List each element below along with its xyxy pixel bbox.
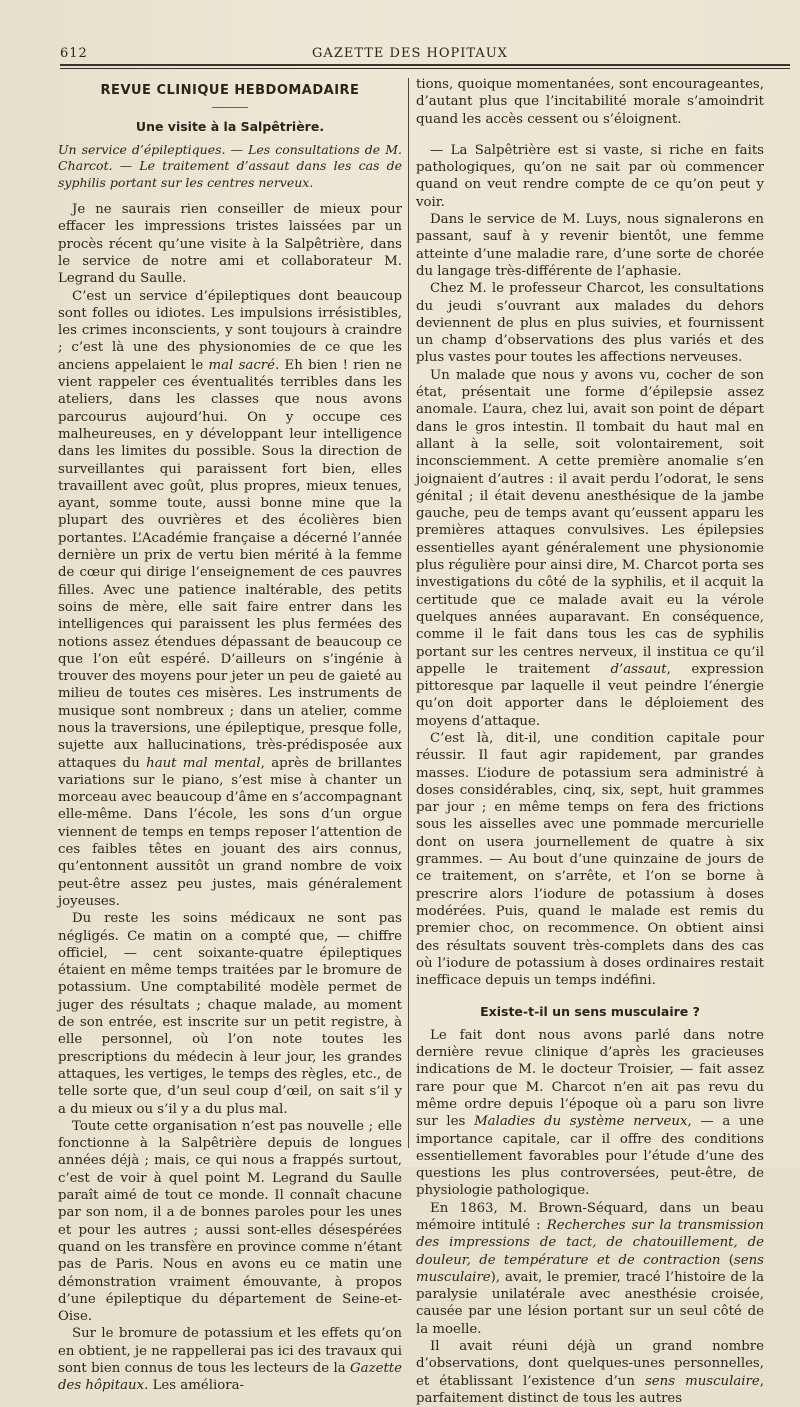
paragraph: C’est un service d’épileptiques dont beaucoup sont folles ou idiotes. Les impulsions irrésistibles, les crimes inconscients, y sont toujours à craindre ; c’est là une des physionomies de ce que les anciens appelaient le mal sacré. Eh bien ! rien ne vient rappeler ces éventualités terribles dans les ateliers, dans les classes que nous avons parcourus aujourd’hui. On y occupe ces malheureuses, en y développant leur intelligence dans les limites du possible. Sous la direction de surveillantes qui paraissent fort bien, elles travaillent avec goût, plus propres, mieux tenues, ayant, somme toute, aussi bonne mine que la plupart des ouvrières et des écolières bien portantes. L’Académie française a décerné l’année dernière un prix de vertu bien mérité à la femme de cœur qui dirige l’enseignement de ces pauvres filles. Avec une patience inaltérable, des petits soins de mère, elle sait faire entrer dans les intelligences qui paraissent les plus fermées des notions assez étendues dépassant de beaucoup ce que l’on eût espéré. D’ailleurs on s’ingénie à trouver des moyens pour jeter un peu de gaieté au milieu de toutes ces misères. Les instruments de musique sont nombreux ; dans un atelier, comme nous la traversions, une épileptique, presque folle, sujette aux hallucinations, très-prédisposée aux attaques du haut mal mental, après de brillantes variations sur le piano, s’est mise à chanter un morceau avec beaucoup d’âme en s’accompagnant elle-même. Dans l’école, les sons d’un orgue viennent de temps en temps reposer l’attention de ces faibles têtes en jouant des airs connus, qu’entonnent aussitôt un grand nombre de voix peut-être assez peu justes, mais généralement joyeuses. — [58, 288, 402, 909]
article-summary: Un service d’épileptiques. — Les consultations de M. Charcot. — Le traitement d’assaut dans les cas de syphilis portant sur les centres nerveux. — [58, 141, 402, 190]
subsection-title: Existe-t-il un sens musculaire ? — [480, 1004, 700, 1020]
header-rule-thick — [60, 64, 790, 66]
paragraph: — La Salpêtrière est si vaste, si riche en faits pathologiques, qu’on ne sait par où commencer quand on veut rendre compte de ce qu’on peut y voir. — [416, 142, 764, 210]
paragraph: Le fait dont nous avons parlé dans notre dernière revue clinique d’après les gracieuses indications de M. le docteur Troisier, — fait assez rare pour que M. Charcot n’en ait pas revu du même ordre depuis l’époque où a paru son livre sur les Maladies du système nerveux, — a une importance capitale, car il offre des conditions essentiellement favorables pour l’étude d’une des questions les plus controversées, peut-être, de physiologie pathologique. — [416, 1027, 764, 1199]
left-column — [58, 76, 402, 1395]
running-head — [60, 42, 760, 64]
paragraph: Toute cette organisation n’est pas nouvelle ; elle fonctionne à la Salpêtrière depuis de longues années déjà ; mais, ce qui nous a frappés surtout, c’est de voir à quel point M. Legrand du Saulle paraît aimé de tout ce monde. Il connaît chacune par son nom, il a de bonnes paroles pour les unes et pour les autres ; aussi sont-elles désespérées quand on les transfère en province comme n’étant pas de Paris. Nous en avons eu ce matin une démonstration vraiment émouvante, à propos d’une épileptique du département de Seine-et-Oise. — [58, 1118, 402, 1325]
paragraph: Dans le service de M. Luys, nous signalerons en passant, sauf à y revenir bientôt, une femme atteinte d’une maladie rare, d’une sorte de chorée du langage très-différente de l’aphasie. — [416, 212, 764, 279]
page-number: 612 — [60, 46, 88, 61]
paragraph: Il avait réuni déjà un grand nombre d’observations, dont quelques-unes personnelles, et établissant l’existence d’un sens musculaire, parfaitement distinct de tous les autres — [416, 1339, 764, 1406]
paragraph: En 1863, M. Brown-Séquard, dans un beau mémoire intitulé : Recherches sur la transmission des impressions de tact, de chatouillement, de douleur, de température et de contraction (sens musculaire), avait, le premier, tracé l’histoire de la paralysie unilatérale avec anesthésie croisée, causée par une lésion portant sur un seul côté de la moelle. — [416, 1200, 765, 1337]
spacer — [416, 128, 764, 142]
paragraph: Sur le bromure de potassium et les effets qu’on en obtient, je ne rappellerai pas ici des travaux qui sont bien connus de tous les lecteurs de la Gazette des hôpitaux. Les améliora- — [58, 1326, 402, 1394]
paragraph: tions, quoique momentanées, sont encourageantes, d’autant plus que l’incitabilité morale s’amoindrit quand les accès cessent ou s’éloignent. — [416, 77, 764, 127]
paragraph: C’est là, dit-il, une condition capitale pour réussir. Il faut agir rapidement, par grandes masses. L’iodure de potassium sera administré à doses considérables, cinq, six, sept, huit grammes par jour ; en même temps on fera des frictions sous les aisselles avec une pommade mercurielle dont on usera journellement de quatre à six grammes. — Au bout d’une quinzaine de jours de ce traitement, on s’arrête, et l’on se borne à prescrire alors l’iodure de potassium à doses modérées. Puis, quand le malade est remis du premier choc, on recommence. On obtient ainsi des résultats souvent très-complets dans des cas où l’iodure de potassium à doses ordinaires restait inefficace depuis un temps indéfini. — [416, 730, 764, 989]
header-rule-thin — [60, 68, 790, 69]
paragraph: Chez M. le professeur Charcot, les consultations du jeudi s’ouvrant aux malades du dehors deviennent de plus en plus suivies, et fournissent un champ d’observations des plus variés et des plus vastes pour toutes les affections nerveuses. — [416, 281, 764, 366]
title-divider — [212, 107, 248, 108]
article-title: Une visite à la Salpêtrière. — [135, 119, 325, 135]
section-title: REVUE CLINIQUE HEBDOMADAIRE — [100, 83, 360, 98]
paragraph: Du reste les soins médicaux ne sont pas négligés. Ce matin on a compté que, — chiffre officiel, — cent soixante-quatre épileptiques étaient en même temps traitées par le bromure de potassium. Une comptabilité modèle permet de juger des résultats ; chaque malade, au moment de son entrée, est inscrite sur un petit registre, à elle personnel, où l’on note toutes les prescriptions du médecin à leur jour, les grandes attaques, les vertiges, le temps des règles, etc., de telle sorte que, d’un seul coup d’œil, on sait s’il y a du mieux ou s’il y a du plus mal. — [58, 911, 402, 1117]
paragraph: Je ne saurais rien conseiller de mieux pour effacer les impressions tristes laissées par un procès récent qu’une visite à la Salpêtrière, dans le service de notre ami et collaborateur M. Legrand du Saulle. — [58, 202, 402, 287]
right-column — [416, 76, 764, 1407]
paragraph: Un malade que nous y avons vu, cocher de son état, présentait une forme d’épilepsie assez anomale. L’aura, chez lui, avait son point de départ dans le gros intestin. Il tombait du haut mal en allant à la selle, soit volontairement, soit inconsciemment. A cette première anomalie s’en joignaient d’autres : il avait perdu l’odorat, le sens génital ; il était devenu anesthésique de la jambe gauche, peu de temps avant qu’eussent apparu les premières attaques convulsives. Les épilepsies essentielles ayant généralement une physionomie plus régulière pour ainsi dire, M. Charcot porta ses investigations du côté de la syphilis, et il acquit la certitude que ce malade avait eu la vérole quelques années auparavant. En conséquence, comme il le fait dans tous les cas de syphilis portant sur les centres nerveux, il institua ce qu’il appelle le traitement d’assaut, expression pittoresque par laquelle il veut peindre l’énergie qu’on doit apporter dans le déploiement des moyens d’attaque. — [416, 367, 765, 729]
journal-title: GAZETTE DES HOPITAUX — [312, 46, 508, 61]
column-divider — [408, 78, 409, 1148]
